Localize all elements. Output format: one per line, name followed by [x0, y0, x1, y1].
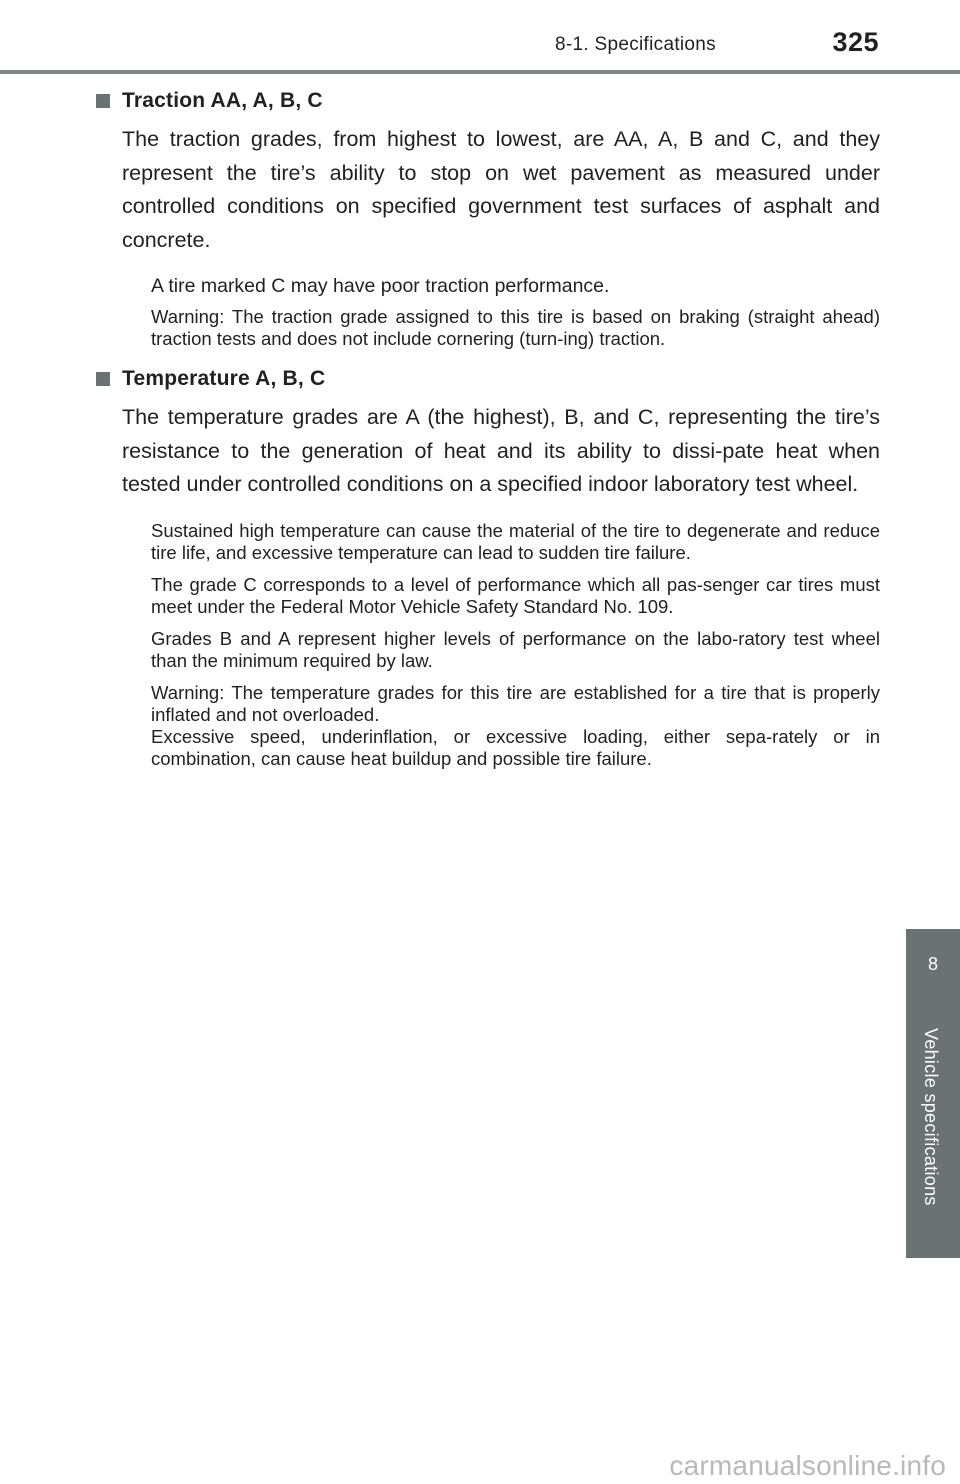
header-divider: [0, 70, 960, 74]
temperature-warning-continued: Excessive speed, underinflation, or excessive loading, either sepa-rately or in combination, can cause heat buildup and possible tire failure.: [151, 725, 880, 769]
traction-warning: Warning: The traction grade assigned to this tire is based on braking (straight ahead) traction tests and does not include cornering (turn-ing) traction.: [151, 306, 880, 349]
watermark-text: carmanualsonline.info: [669, 1450, 946, 1481]
traction-heading: [96, 86, 880, 116]
section-title: 8-1. Specifications: [555, 34, 716, 55]
temperature-warning: Warning: The temperature grades for this tire are established for a tire that is properly inflated and not overloaded.: [151, 681, 880, 725]
temperature-note-2: The grade C corresponds to a level of performance which all pas-senger car tires must meet under the Federal Motor Vehicle Safety Standard No. 109.: [151, 573, 880, 617]
square-bullet-icon: [96, 372, 110, 386]
temperature-section: [96, 364, 880, 770]
temperature-note-1: Sustained high temperature can cause the material of the tire to degenerate and reduce tire life, and excessive temperature can lead to sudden tire failure.: [151, 519, 880, 563]
page-number: 325: [832, 27, 879, 57]
temperature-note-3: Grades B and A represent higher levels of performance on the labo-ratory test wheel than the minimum required by law.: [151, 627, 880, 671]
square-bullet-icon: [96, 94, 110, 108]
main-content: [96, 86, 880, 770]
temperature-heading: [96, 364, 880, 394]
traction-body: The traction grades, from highest to lowest, are AA, A, B and C, and they represent the tire’s ability to stop on wet pavement as measured under controlled conditions on specified government test surfaces of asphalt and concrete.: [122, 127, 880, 252]
traction-section: [96, 86, 880, 350]
traction-heading-text: Traction AA, A, B, C: [122, 89, 323, 112]
chapter-tab-number: 8: [927, 954, 938, 974]
traction-note: A tire marked C may have poor traction performance.: [151, 275, 610, 297]
temperature-heading-text: Temperature A, B, C: [122, 367, 326, 390]
temperature-body: The temperature grades are A (the highest), B, and C, representing the tire’s resistance to the generation of heat and its ability to dissi-pate heat when tested under controlled conditions on a specified indoor laboratory test wheel.: [122, 405, 880, 496]
chapter-tab-label: Vehicle specifications: [921, 1028, 941, 1206]
